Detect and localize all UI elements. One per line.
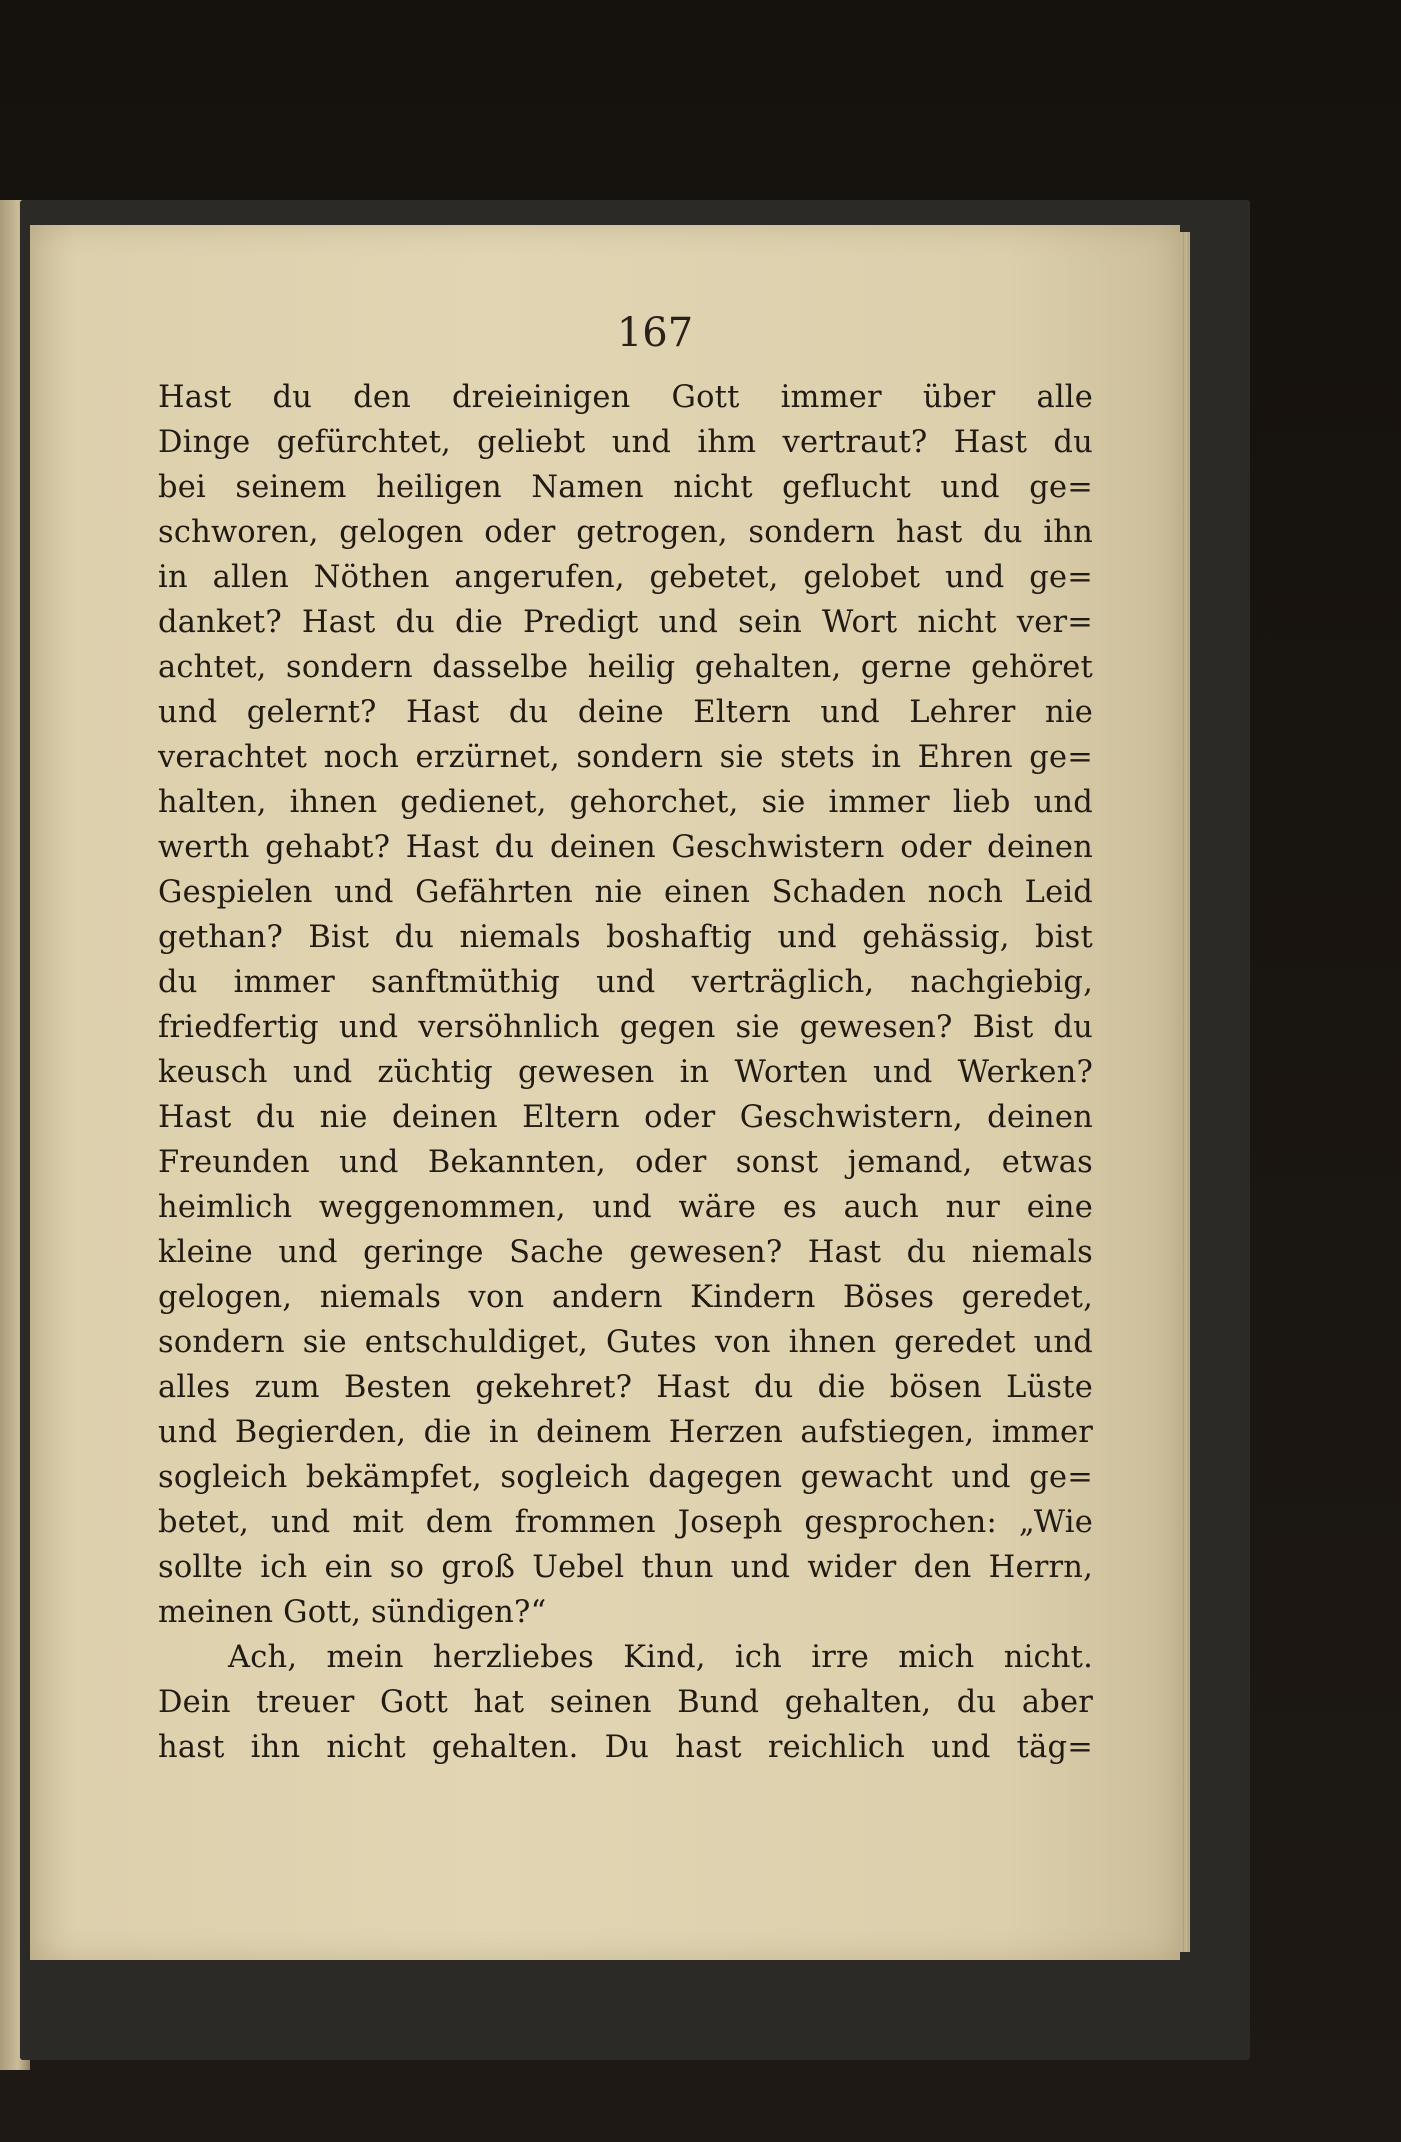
text-line: gelogen, niemals von andern Kindern Böses geredet,: [158, 1280, 1093, 1315]
text-line: du immer sanftmüthig und verträglich, nachgiebig,: [158, 965, 1093, 1000]
text-line: danket? Hast du die Predigt und sein Wort nicht ver=: [158, 605, 1093, 640]
text-line: keusch und züchtig gewesen in Worten und Werken?: [158, 1055, 1093, 1090]
text-line: Dein treuer Gott hat seinen Bund gehalten, du aber: [158, 1685, 1093, 1720]
text-line: verachtet noch erzürnet, sondern sie stets in Ehren ge=: [158, 740, 1093, 775]
text-line: Hast du nie deinen Eltern oder Geschwistern, deinen: [158, 1100, 1093, 1135]
body-text: [158, 375, 1093, 1770]
book-page: [30, 225, 1180, 1960]
text-line: sondern sie entschuldiget, Gutes von ihnen geredet und: [158, 1325, 1093, 1360]
text-line: sollte ich ein so groß Uebel thun und wider den Herrn,: [158, 1550, 1093, 1585]
text-line: und gelernt? Hast du deine Eltern und Lehrer nie: [158, 695, 1093, 730]
text-line: sogleich bekämpfet, sogleich dagegen gewacht und ge=: [158, 1460, 1093, 1495]
text-line: betet, und mit dem frommen Joseph gesprochen: „Wie: [158, 1505, 1093, 1540]
text-line: alles zum Besten gekehret? Hast du die bösen Lüste: [158, 1370, 1093, 1405]
page-number: 167: [616, 310, 694, 356]
text-line: Hast du den dreieinigen Gott immer über alle: [158, 380, 1093, 415]
text-line: friedfertig und versöhnlich gegen sie gewesen? Bist du: [158, 1010, 1093, 1045]
text-line: halten, ihnen gedienet, gehorchet, sie immer lieb und: [158, 785, 1093, 820]
text-line: und Begierden, die in deinem Herzen aufstiegen, immer: [158, 1415, 1093, 1450]
text-line: kleine und geringe Sache gewesen? Hast du niemals: [158, 1235, 1093, 1270]
text-line: Ach, mein herzliebes Kind, ich irre mich nicht.: [228, 1640, 1093, 1675]
text-line: hast ihn nicht gehalten. Du hast reichlich und täg=: [158, 1730, 1093, 1765]
text-line: Freunden und Bekannten, oder sonst jemand, etwas: [158, 1145, 1093, 1180]
text-line: achtet, sondern dasselbe heilig gehalten, gerne gehöret: [158, 650, 1093, 685]
text-line: Gespielen und Gefährten nie einen Schaden noch Leid: [158, 875, 1093, 910]
text-line: schworen, gelogen oder getrogen, sondern hast du ihn: [158, 515, 1093, 550]
text-line: meinen Gott, sündigen?“: [158, 1595, 547, 1630]
text-line: heimlich weggenommen, und wäre es auch nur eine: [158, 1190, 1093, 1225]
text-line: Dinge gefürchtet, geliebt und ihm vertraut? Hast du: [158, 425, 1093, 460]
text-line: werth gehabt? Hast du deinen Geschwistern oder deinen: [158, 830, 1093, 865]
text-line: bei seinem heiligen Namen nicht geflucht und ge=: [158, 470, 1093, 505]
text-line: gethan? Bist du niemals boshaftig und gehässig, bist: [158, 920, 1093, 955]
text-line: in allen Nöthen angerufen, gebetet, gelobet und ge=: [158, 560, 1093, 595]
